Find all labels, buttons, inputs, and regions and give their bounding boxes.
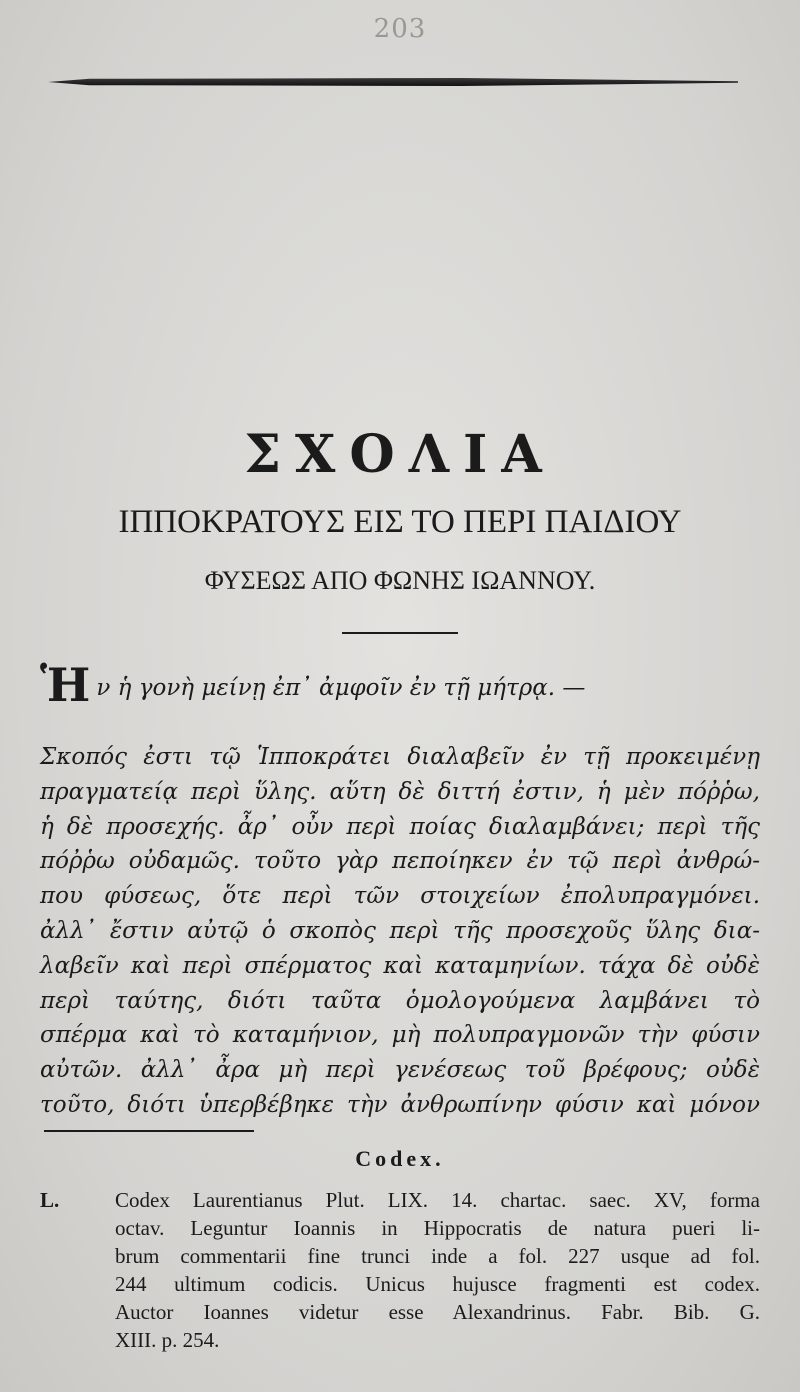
title-subline-1: ΙΠΠΟΚΡΑΤΟΥΣ ΕΙΣ ΤΟ ΠΕΡΙ ΠΑΙΔΙΟΥ <box>118 504 682 540</box>
title-divider <box>342 632 458 634</box>
header-rule <box>48 78 738 86</box>
codex-siglum: L. <box>40 1188 60 1212</box>
text-line: που φύσεως, ὅτε περὶ τῶν στοιχείων ἐπολυπραγμόνει. <box>40 883 760 910</box>
codex-line: Codex Laurentianus Plut. LIX. 14. chartac. saec. XV, forma <box>115 1188 760 1212</box>
text-line: ἡ δὲ προσεχής. ἆρ᾽ οὖν περὶ ποίας διαλαμβάνει; περὶ τῆς <box>40 813 760 840</box>
text-line: πόῤῥω οὐδαμῶς. τοῦτο γὰρ πεποίηκεν ἐν τῷ περὶ ἀνθρώ- <box>40 848 760 875</box>
lemma <box>40 658 760 712</box>
codex-line: 244 ultimum codicis. Unicus hujusce fragmenti est codex. <box>115 1272 760 1296</box>
codex-line: Auctor Ioannes videtur esse Alexandrinus. Fabr. Bib. G. <box>115 1300 760 1324</box>
text-line: σπέρμα καὶ τὸ καταμήνιον, μὴ πολυπραγμονῶν τὴν φύσιν <box>40 1022 760 1049</box>
codex-entry <box>40 1186 760 1354</box>
text-line: τοῦτο, διότι ὑπερβέβηκε τὴν ἀνθρωπίνην φύσιν καὶ μόνον <box>40 1091 760 1118</box>
page-number: 203 <box>373 14 427 44</box>
codex-line: XIII. p. 254. <box>115 1328 220 1352</box>
text-line: περὶ ταύτης, διότι ταῦτα ὁμολογούμενα λαμβάνει τὸ <box>40 987 760 1014</box>
text-line: ἀλλ᾽ ἔστιν αὐτῷ ὁ σκοπὸς περὶ τῆς προσεχοῦς ὕλης δια- <box>40 917 760 944</box>
drop-initial: Ἡ <box>40 658 91 712</box>
footnote-rule <box>44 1130 254 1132</box>
page-title: ΣΧΟΛΙΑ <box>244 424 556 485</box>
text-line: Σκοπός ἐστι τῷ Ἱπποκράτει διαλαβεῖν ἐν τῇ προκειμένῃ <box>40 744 760 770</box>
title-subline-2: ΦΥΣΕΩΣ ΑΠΟ ΦΩΝΗΣ ΙΩΑΝΝΟΥ. <box>204 566 596 595</box>
commentary-text <box>40 740 760 1123</box>
codex-heading: Codex. <box>355 1146 445 1171</box>
codex-line: octav. Leguntur Ioannis in Hippocratis de natura pueri li- <box>115 1216 760 1240</box>
text-line: λαβεῖν καὶ περὶ σπέρματος καὶ καταμηνίων. τάχα δὲ οὐδὲ <box>40 952 760 979</box>
lemma-text: ν ἡ γονὴ μείνῃ ἐπ᾽ ἀμφοῖν ἐν τῇ μήτρᾳ. — <box>96 675 586 701</box>
text-line: πραγματείᾳ περὶ ὕλης. αὕτη δὲ διττή ἐστιν, ἡ μὲν πόῤῥω, <box>40 778 760 805</box>
text-line: αὐτῶν. ἀλλ᾽ ἆρα μὴ περὶ γενέσεως τοῦ βρέφους; οὐδὲ <box>40 1057 760 1084</box>
codex-line: brum commentarii fine trunci inde a fol. 227 usque ad fol. <box>115 1244 760 1268</box>
